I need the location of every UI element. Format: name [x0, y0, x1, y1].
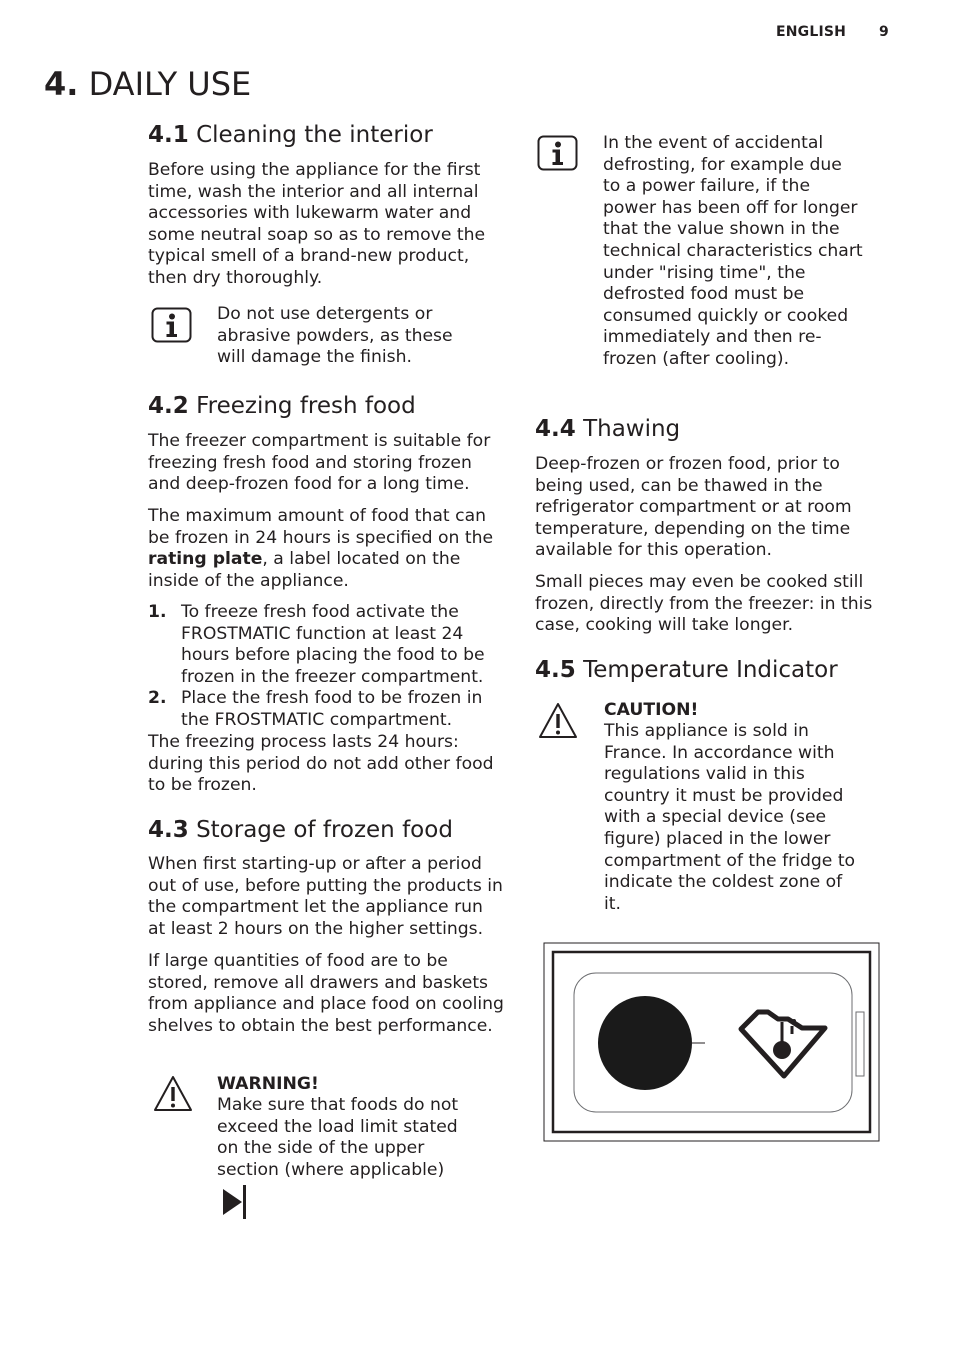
section-4-3-heading — [148, 815, 453, 845]
list-item — [148, 688, 504, 731]
section-4-5-heading — [535, 655, 838, 685]
section-4-4-heading — [535, 414, 680, 444]
caution-text: This appliance is sold in France. In accordance with regulations valid in this country it must be provided with a special device (see figure) placed in the lower compartment of the fridge to indicate the coldest zone of it. — [604, 721, 856, 914]
section-4-3-p2: If large quantities of food are to be stored, remove all drawers and baskets from appliance and place food on cooling shelves to obtain the best performance. — [148, 951, 504, 1036]
step-text: Place the fresh food to be frozen in the FROSTMATIC compartment. — [181, 688, 483, 730]
section-4-1-note: Do not use detergents or abrasive powders, as these will damage the finish. — [217, 304, 453, 368]
section-4-4-number: 4.4 — [535, 416, 576, 442]
temperature-indicator-figure — [543, 942, 881, 1143]
info-icon — [151, 307, 193, 345]
list-item — [148, 602, 504, 688]
section-4-1-title: Cleaning the interior — [196, 122, 433, 148]
header-language: ENGLISH — [776, 24, 847, 40]
caution-title: CAUTION! — [604, 700, 699, 720]
section-4-2-number: 4.2 — [148, 393, 189, 419]
step-number: 1. — [148, 602, 167, 622]
chapter-number: 4. — [44, 65, 79, 103]
chapter-title-text: DAILY USE — [88, 65, 252, 103]
continue-arrow-icon — [222, 1184, 248, 1220]
step-text: To freeze fresh food activate the FROSTMATIC function at least 24 hours before placing the food to be frozen in the freezer compartment. — [181, 602, 485, 687]
section-4-2-p3: The freezing process lasts 24 hours: during this period do not add other food to be frozen. — [148, 732, 494, 796]
section-4-2-p1: The freezer compartment is suitable for freezing fresh food and storing frozen and deep-frozen food for a long time. — [148, 431, 491, 495]
warning-title: WARNING! — [217, 1074, 319, 1094]
section-4-2-p2-after: , a label located on the inside of the appliance. — [148, 549, 461, 591]
section-4-2-heading — [148, 391, 416, 421]
section-4-1-body: Before using the appliance for the first time, wash the interior and all internal accessories with lukewarm water and some neutral soap so as to remove the typical smell of a brand-new product, then dry thoroughly. — [148, 160, 486, 288]
info-icon — [537, 135, 579, 173]
freezing-steps-list — [148, 602, 504, 732]
rating-plate-term: rating plate — [148, 549, 263, 570]
section-4-3-title: Storage of frozen food — [196, 817, 453, 843]
section-4-1-number: 4.1 — [148, 122, 189, 148]
warning-triangle-icon — [152, 1074, 194, 1114]
section-4-2-p2-before: The maximum amount of food that can be frozen in 24 hours is specified on the — [148, 506, 494, 548]
section-4-1-heading — [148, 120, 433, 150]
section-4-4-p1: Deep-frozen or frozen food, prior to being used, can be thawed in the refrigerator compartment or at room temperature, depending on the time available for this operation. — [535, 454, 852, 561]
section-4-5-title: Temperature Indicator — [583, 657, 838, 683]
page-number: 9 — [879, 24, 889, 40]
section-4-3-p1: When first starting-up or after a period out of use, before putting the products in the compartment let the appliance run at least 2 hours on the higher settings. — [148, 854, 503, 939]
section-4-4-p2: Small pieces may even be cooked still frozen, directly from the freezer: in this case, cooking will take longer. — [535, 572, 873, 636]
defrost-note: In the event of accidental defrosting, for example due to a power failure, if the power has been off for longer that the value shown in the technical characteristics chart under "rising time", the defrosted food must be consumed quickly or cooked immediately and then re-frozen (after cooling). — [603, 133, 863, 369]
chapter-title — [44, 64, 251, 104]
warning-text: Make sure that foods do not exceed the load limit stated on the side of the upper section (where applicable) — [217, 1095, 459, 1180]
indicator-dial — [598, 996, 692, 1090]
warning-triangle-icon — [537, 701, 579, 741]
section-4-5-number: 4.5 — [535, 657, 576, 683]
section-4-2-title: Freezing fresh food — [196, 393, 416, 419]
section-4-3-number: 4.3 — [148, 817, 189, 843]
section-4-2-p2 — [148, 506, 504, 592]
section-4-4-title: Thawing — [583, 416, 681, 442]
step-number: 2. — [148, 688, 167, 709]
